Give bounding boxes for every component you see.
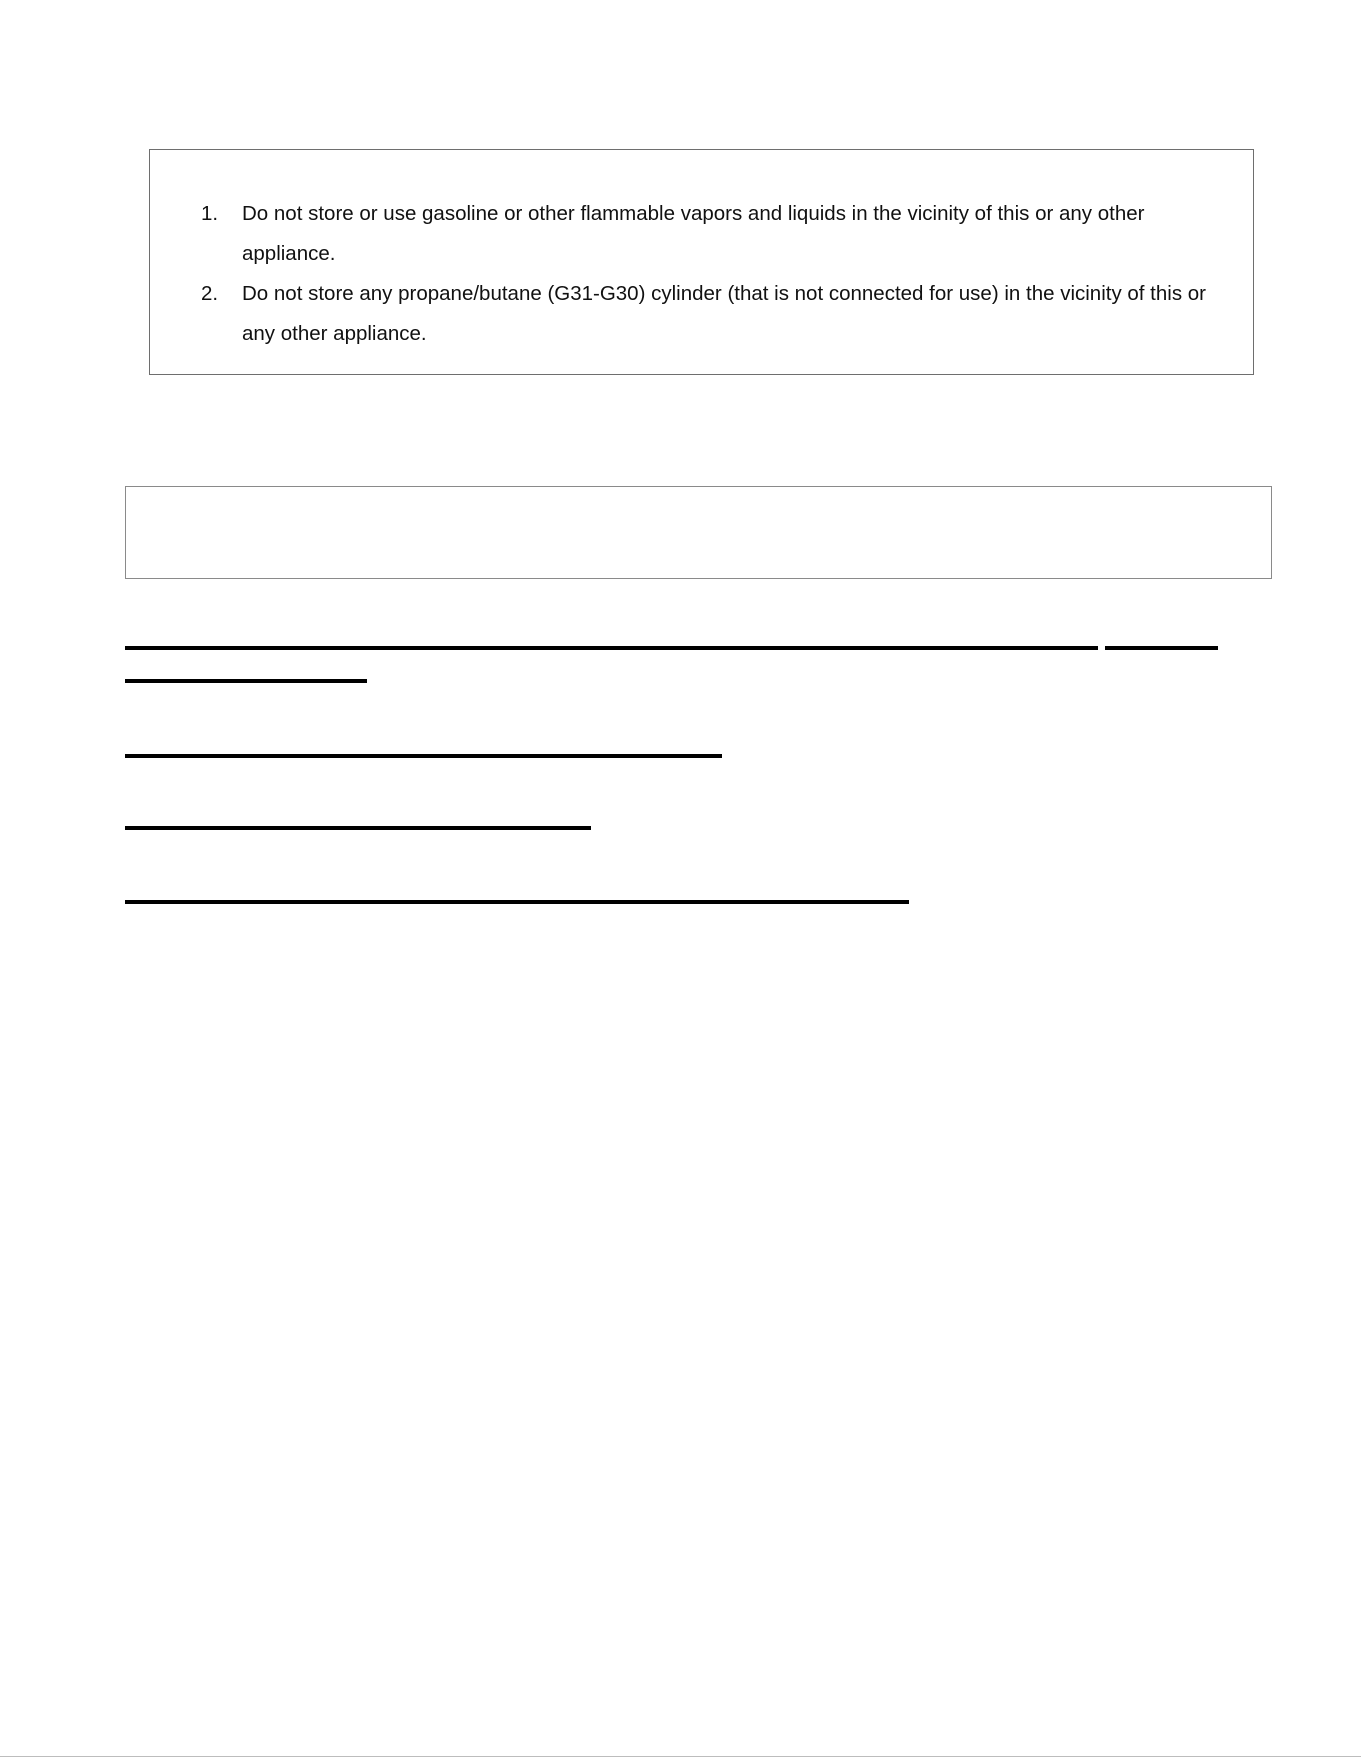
- empty-text-box: [125, 486, 1272, 579]
- underline-rule-1b: [1105, 646, 1218, 650]
- warning-list: [150, 194, 1253, 354]
- warning-item-1: [150, 194, 1253, 274]
- underline-rule-2: [125, 679, 367, 683]
- warning-item-number: 2.: [201, 282, 219, 305]
- underline-rule-1a: [125, 646, 1098, 650]
- warning-item-text: Do not store any propane/butane (G31-G30) cylinder (that is not connected for use) in the vicinity of this or any other appliance.: [242, 282, 1207, 345]
- page-bottom-rule: [0, 1756, 1361, 1757]
- underline-rule-5: [125, 900, 909, 904]
- underline-rule-3: [125, 754, 722, 758]
- warning-item-number: 1.: [201, 202, 219, 225]
- underline-rule-4: [125, 826, 591, 830]
- warning-item-text: Do not store or use gasoline or other flammable vapors and liquids in the vicinity of this or any other appliance.: [242, 202, 1145, 265]
- warning-item-2: [150, 274, 1253, 354]
- warning-box: [149, 149, 1254, 375]
